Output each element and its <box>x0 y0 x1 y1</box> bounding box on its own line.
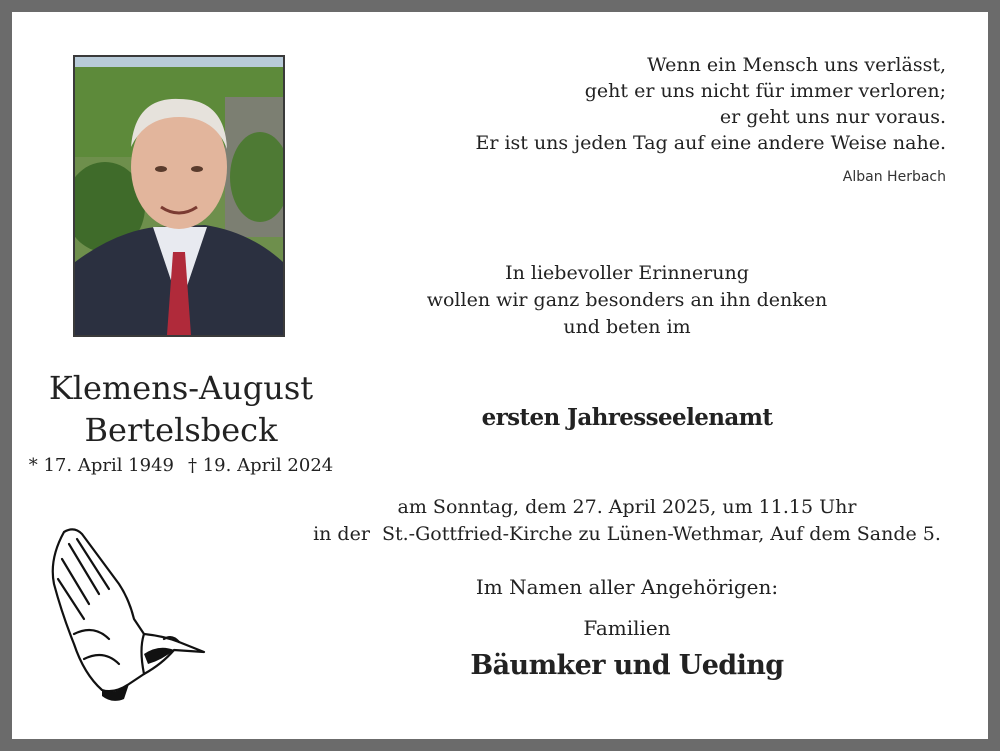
signature-intro: Im Namen aller Angehörigen: <box>475 575 779 599</box>
deceased-name <box>12 367 350 451</box>
quote-line: geht er uns nicht für immer verloren; <box>584 80 946 102</box>
quote-block <box>426 52 946 156</box>
family-names: Bäumker und Ueding <box>470 650 784 681</box>
obituary-card <box>12 12 988 739</box>
first-name: Klemens-August <box>48 369 314 407</box>
remembrance-line: wollen wir ganz besonders an ihn denken <box>426 289 828 311</box>
remembrance-line: In liebevoller Erinnerung <box>505 262 749 284</box>
quote-line: Er ist uns jeden Tag auf eine andere Weise nahe. <box>475 132 946 154</box>
signature-label: Familien <box>583 616 671 640</box>
portrait-photo <box>73 55 285 337</box>
event-time: am Sonntag, dem 27. April 2025, um 11.15 Uhr <box>397 496 857 518</box>
quote-line: Wenn ein Mensch uns verlässt, <box>647 54 946 76</box>
event-details <box>262 494 992 548</box>
quote-line: er geht uns nur voraus. <box>719 106 946 128</box>
life-dates <box>12 455 350 476</box>
praying-hands-icon <box>44 524 214 708</box>
event-place: in der St.-Gottfried-Kirche zu Lünen-Wethmar, Auf dem Sande 5. <box>313 523 941 545</box>
remembrance-text <box>342 260 912 341</box>
birth-date: * 17. April 1949 <box>28 455 174 476</box>
event-title: ersten Jahresseelenamt <box>481 404 773 431</box>
quote-author: Alban Herbach <box>842 169 946 185</box>
last-name: Bertelsbeck <box>84 411 278 449</box>
death-date: † 19. April 2024 <box>188 455 334 476</box>
remembrance-line: und beten im <box>563 316 691 338</box>
